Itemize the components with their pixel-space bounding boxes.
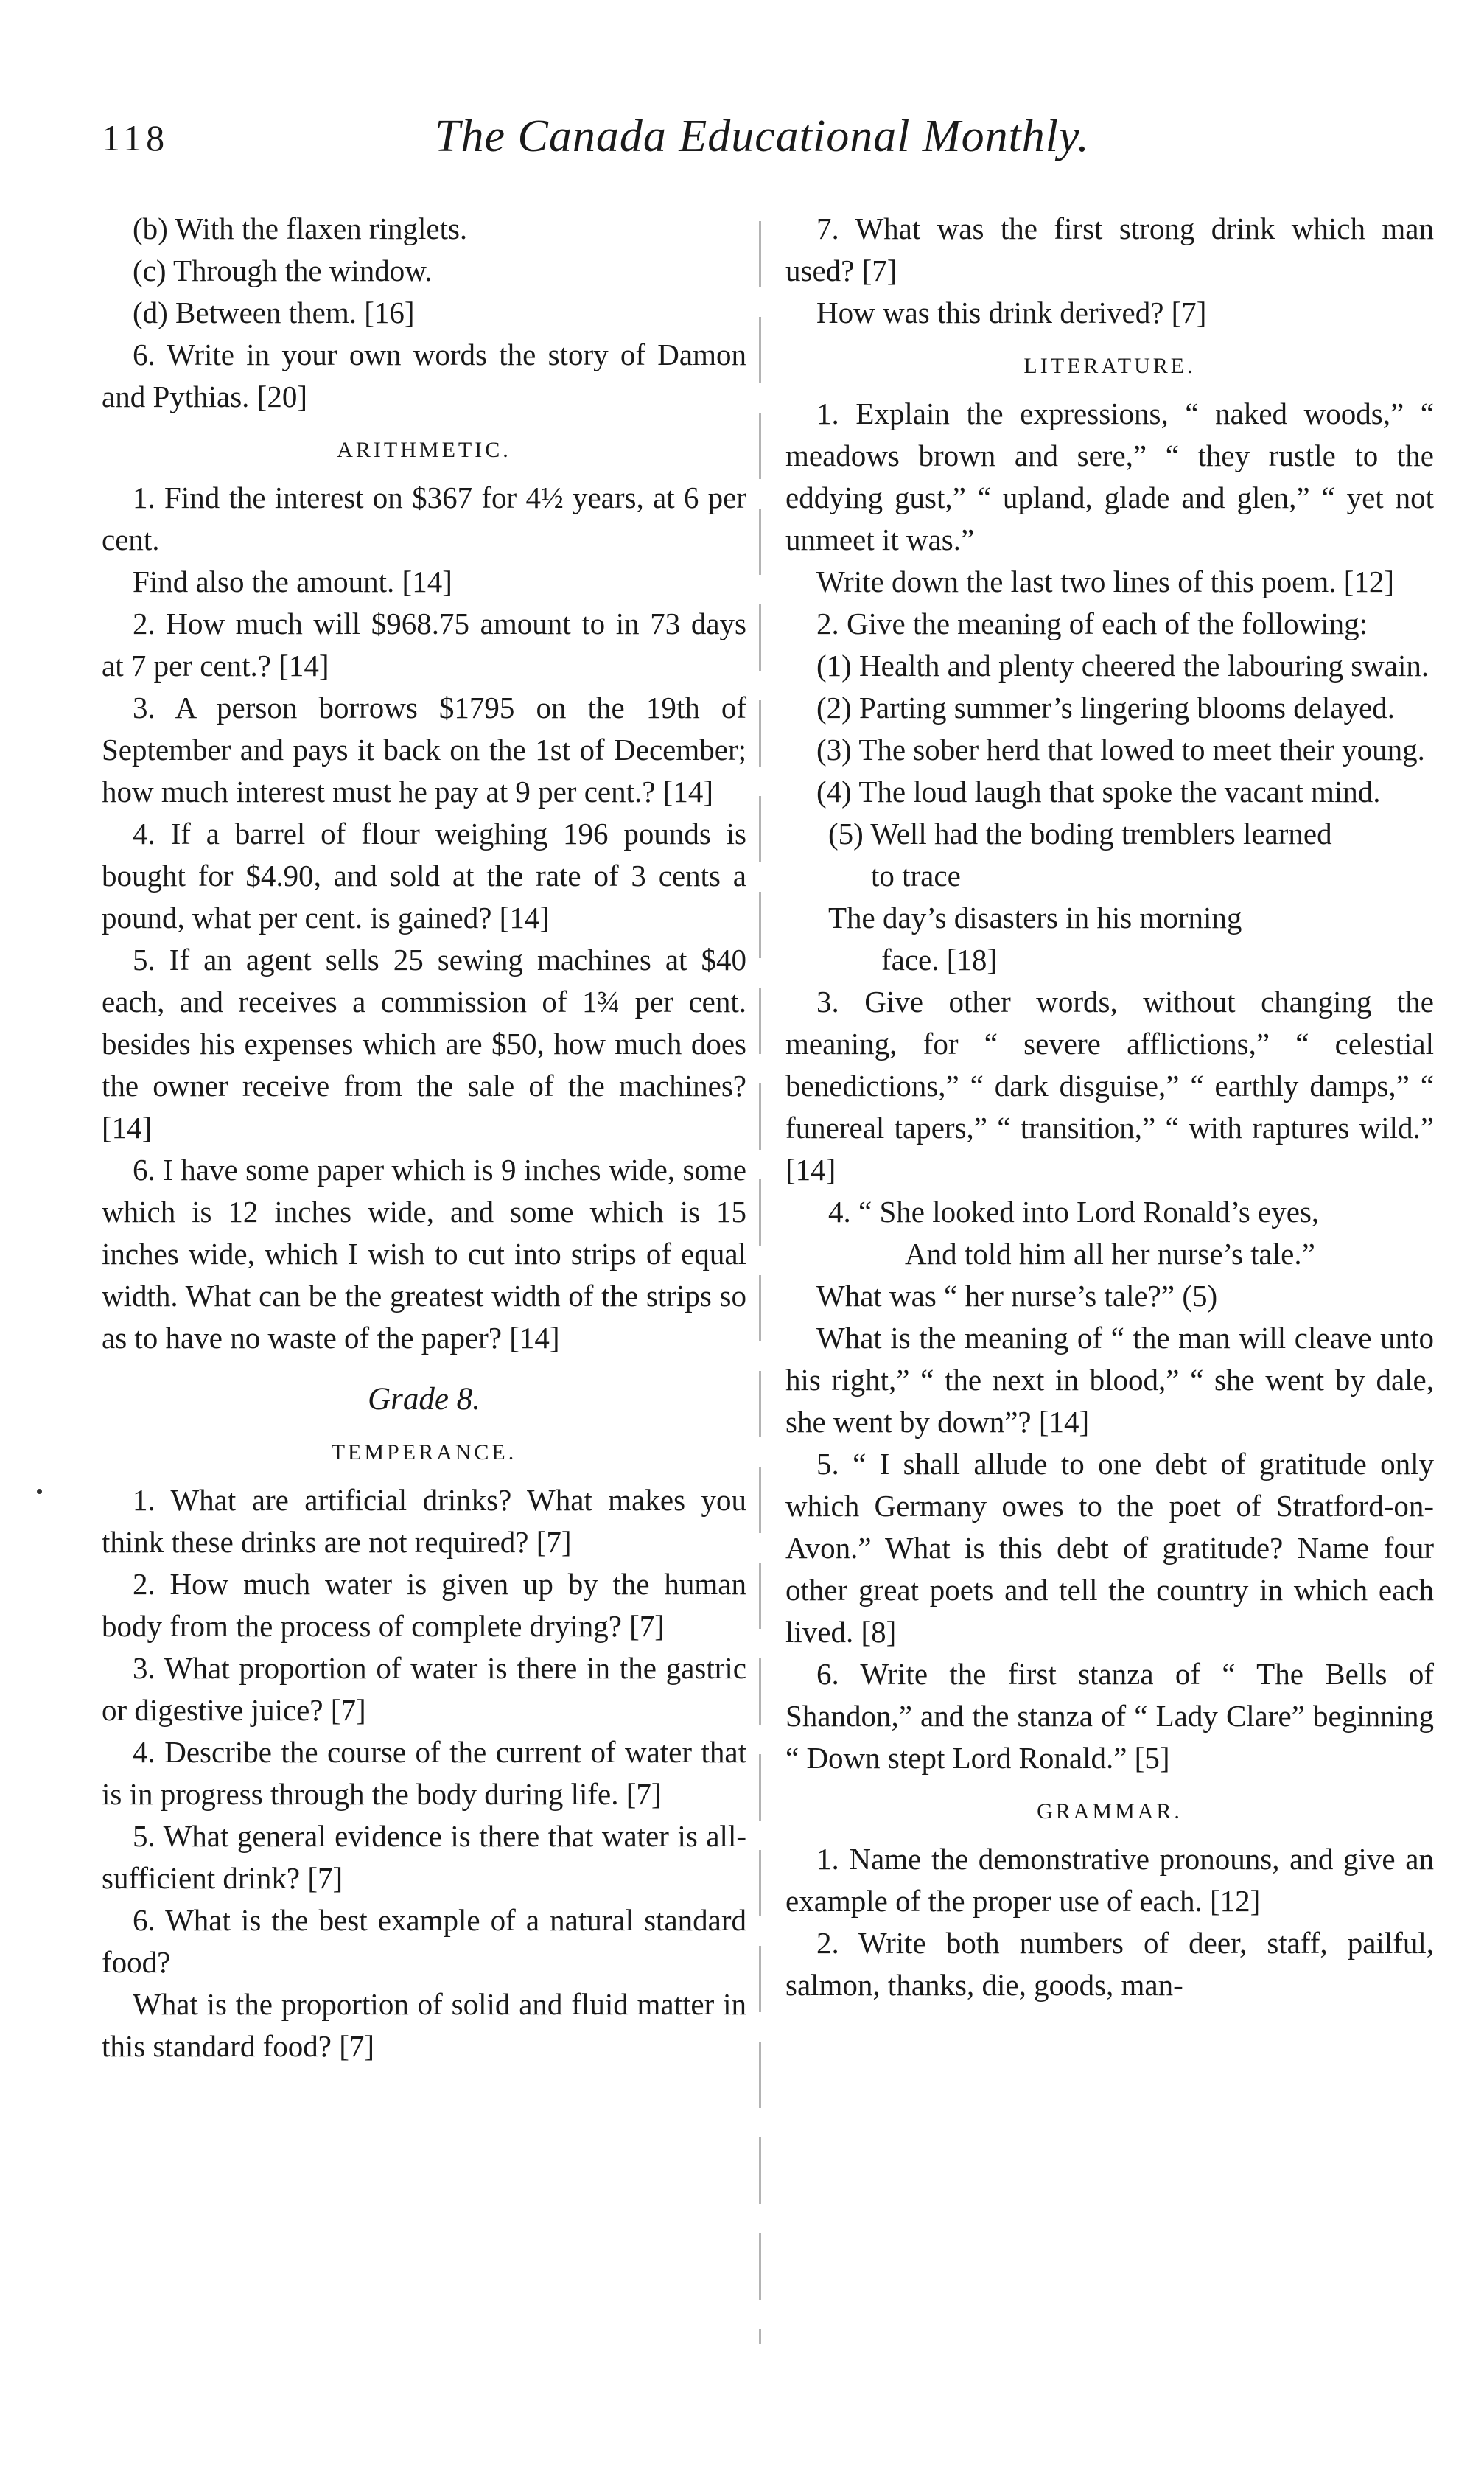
page-header: [0, 0, 1484, 192]
question-paragraph: (4) The loud laugh that spoke the vacant mind.: [816, 775, 1381, 809]
stray-mark: [37, 1489, 42, 1494]
answer-line: (c) Through the window.: [133, 254, 433, 287]
section-heading: ARITHMETIC.: [337, 438, 511, 462]
verse-line: The day’s disasters in his morning: [828, 901, 1242, 935]
section-heading: TEMPERANCE.: [331, 1440, 517, 1465]
question-paragraph: 2. How much water is given up by the human body from the process of complete drying? [7]: [102, 1567, 746, 1643]
verse-line: face. [18]: [881, 943, 998, 977]
question-paragraph: 6. What is the best example of a natural standard food?: [102, 1903, 746, 1979]
question-paragraph: 5. If an agent sells 25 sewing machines at $40 each, and receives a commission of 1¾ per cent. besides his expenses which are $50, how much does the owner receive from the sale of the machines? [14]: [102, 943, 746, 1145]
question-paragraph: 2. Write both numbers of deer, staff, pailful, salmon, thanks, die, goods, man-: [785, 1926, 1434, 2002]
question-paragraph: 4. Describe the course of the current of water that is in progress through the body during life. [7]: [102, 1735, 746, 1811]
column-divider: [759, 221, 761, 2344]
question-paragraph: Write down the last two lines of this poem. [12]: [816, 565, 1395, 598]
question-paragraph: 6. Write the first stanza of “ The Bells of Shandon,” and the stanza of “ Lady Clare” beginning “ Down stept Lord Ronald.” [5]: [785, 1657, 1434, 1775]
answer-line: (b) With the flaxen ringlets.: [133, 212, 468, 245]
section-heading: LITERATURE.: [1023, 354, 1196, 378]
question-paragraph: 3. Give other words, without changing the meaning, for “ severe afflictions,” “ celestial benedictions,” “ dark disguise,” “ earthly damps,” “ funereal tapers,” “ transition,” “ with raptures wild.” [14]: [785, 985, 1434, 1187]
question-paragraph: (1) Health and plenty cheered the labouring swain.: [816, 649, 1429, 683]
left-column: [102, 208, 746, 2067]
question-paragraph: 1. Find the interest on $367 for 4½ years, at 6 per cent.: [102, 481, 746, 556]
question-paragraph: 1. Name the demonstrative pronouns, and give an example of the proper use of each. [12]: [785, 1842, 1434, 1918]
question-paragraph: What is the proportion of solid and fluid matter in this standard food? [7]: [102, 1987, 746, 2063]
journal-title: The Canada Educational Monthly.: [435, 111, 1090, 161]
verse-line: 4. “ She looked into Lord Ronald’s eyes,: [828, 1195, 1320, 1229]
question-paragraph: 5. “ I shall allude to one debt of gratitude only which Germany owes to the poet of Stratford-on-Avon.” What is this debt of gratitude? Name four other great poets and tell the country in which each lived. [8]: [785, 1447, 1434, 1649]
question-paragraph: (3) The sober herd that lowed to meet their young.: [816, 733, 1425, 767]
section-heading: GRAMMAR.: [1037, 1799, 1183, 1823]
question-paragraph: Find also the amount. [14]: [133, 565, 452, 598]
question-paragraph: 1. Explain the expressions, “ naked woods,” “ meadows brown and sere,” “ they rustle to the eddying gust,” “ upland, glade and glen,” “ yet not unmeet it was.”: [785, 397, 1434, 556]
question-paragraph: How was this drink derived? [7]: [816, 296, 1207, 329]
question-paragraph: (2) Parting summer’s lingering blooms delayed.: [816, 691, 1395, 725]
question-paragraph: 4. If a barrel of flour weighing 196 pounds is bought for $4.90, and sold at the rate of 3 cents a pound, what per cent. is gained? [14]: [102, 817, 746, 935]
question-paragraph: 1. What are artificial drinks? What makes you think these drinks are not required? [7]: [102, 1483, 746, 1559]
question-paragraph: What was “ her nurse’s tale?” (5): [816, 1279, 1218, 1313]
page-number: 118: [102, 117, 169, 158]
question-paragraph: 2. Give the meaning of each of the following:: [816, 607, 1368, 640]
answer-line: (d) Between them. [16]: [133, 296, 415, 329]
question-paragraph: 6. Write in your own words the story of Damon and Pythias. [20]: [102, 338, 746, 413]
question-paragraph: 5. What general evidence is there that water is all-sufficient drink? [7]: [102, 1819, 746, 1895]
question-paragraph: 2. How much will $968.75 amount to in 73 days at 7 per cent.? [14]: [102, 607, 746, 683]
grade-heading: Grade 8.: [368, 1382, 480, 1417]
right-column: [785, 208, 1434, 2006]
question-paragraph: 3. A person borrows $1795 on the 19th of September and pays it back on the 1st of December; how much interest must he pay at 9 per cent.? [14]: [102, 691, 746, 809]
question-paragraph: What is the meaning of “ the man will cleave unto his right,” “ the next in blood,” “ she went by dale, she went by down”? [14]: [785, 1321, 1434, 1439]
verse-line: And told him all her nurse’s tale.”: [905, 1237, 1315, 1271]
question-paragraph: 3. What proportion of water is there in the gastric or digestive juice? [7]: [102, 1651, 746, 1727]
question-paragraph: 7. What was the first strong drink which man used? [7]: [785, 212, 1434, 287]
question-paragraph: 6. I have some paper which is 9 inches wide, some which is 12 inches wide, and some which is 15 inches wide, which I wish to cut into strips of equal width. What can be the greatest width of the strips so as to have no waste of the paper? [14]: [102, 1153, 746, 1355]
verse-line: to trace: [871, 859, 961, 893]
verse-line: (5) Well had the boding tremblers learned: [828, 817, 1332, 851]
